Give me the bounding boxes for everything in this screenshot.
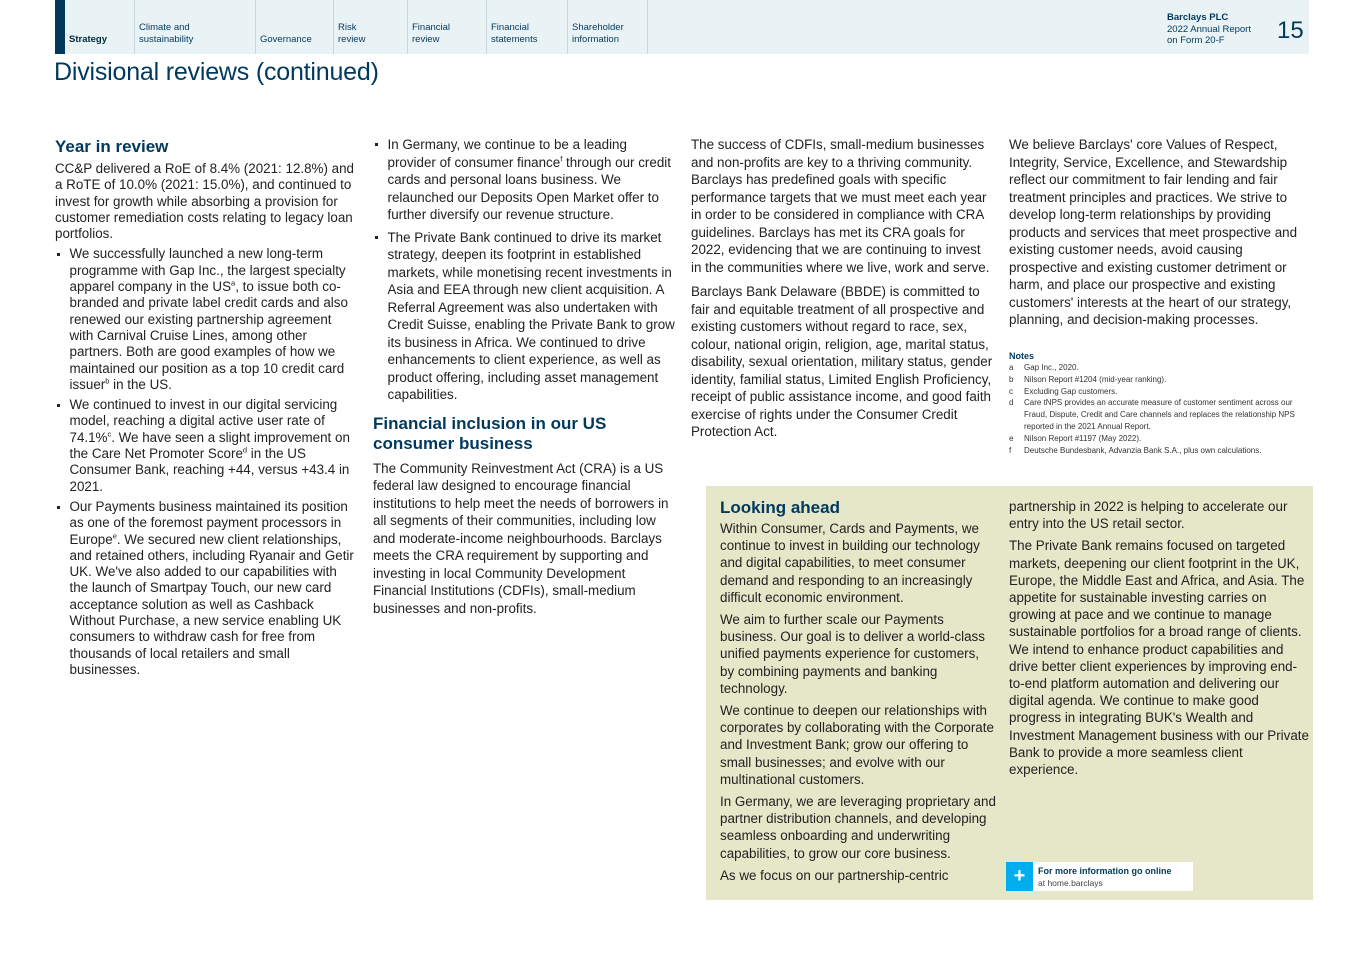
nav-active-marker [55,0,65,54]
tab-risk-review[interactable] [334,0,408,54]
looking-ahead-right [1009,498,1309,783]
third-column [691,136,993,446]
page-title: Divisional reviews (continued) [54,58,379,86]
footnote: f Deutsche Bundesbank, Advanzia Bank S.A., plus own calculations. [1009,445,1262,455]
footnote: e Nilson Report #1197 (May 2022). [1009,433,1142,443]
tab-label: Financial statements [491,22,538,45]
brand-report-line: 2022 Annual Report [1167,23,1251,35]
year-in-review-bullets [55,246,357,678]
tab-label: Financial review [412,22,451,45]
looking-ahead-left [720,498,996,889]
tab-label: Shareholder information [572,22,624,45]
cra-paragraph: The Community Reinvestment Act (CRA) is a US federal law designed to encourage financial institutions to help meet the needs of borrowers in all segments of their communities, including low and moderate-income neighbourhoods. Barclays meets the CRA requirement by supporting and investing in local Community Development Financial Institutions (CDFIs), small-medium businesses and non-profits. [373,460,669,616]
paragraph: partnership in 2022 is helping to accelerate our entry into the US retail sector. [1009,499,1288,532]
tab-financial-review[interactable] [408,0,487,54]
plus-icon: + [1006,862,1033,891]
tab-governance[interactable] [256,0,334,54]
paragraph: The Private Bank remains focused on targeted markets, deepening our client footprint in the UK, Europe, the Middle East and Africa, and Asia. The appetite for sustainable investing carries on growing at pace and we continue to manage sustainable portfolios for a broad range of clients. We intend to enhance product capabilities and drive better client experiences by improving end-to-end platform automation and delivering our digital agenda. We continue to make good progress in integrating BUK's Wealth and Investment Management business with our Private Bank to provide a more seamless client experience. [1009,538,1309,778]
more-information-link[interactable] [1006,862,1193,891]
cdfi-paragraph: The success of CDFIs, small-medium businesses and non-profits are key to a thriving community. Barclays has predefined goals with specific performance targets that we must meet each year in order to be considered in compliance with CRA guidelines. Barclays has met its CRA goals for 2022, evidencing that we are continuing to invest in the communities where we live, work and serve. [691,137,990,275]
year-in-review-intro: CC&P delivered a RoE of 8.4% (2021: 12.8%) and a RoTE of 10.0% (2021: 15.0%), and continued to invest for growth while absorbing a provision for customer remediation costs relating to legacy loan portfolios. [55,161,354,242]
paragraph: We continue to deepen our relationships with corporates by collaborating with the Corporate and Investment Bank; grow our offering to small businesses; and evolve with our multinational customers. [720,703,994,787]
tab-shareholder-information[interactable] [568,0,648,54]
list-item: We successfully launched a new long-term programme with Gap Inc., the largest specialty apparel company in the $US^a$, to issue both co-branded and private label credit cards and also renewed our existing partnership agreement with Carnival Cruise Lines, among other partners. Both are good examples of how we maintained our position as a top 10 credit card issuer$^b$ in the US. [55,246,357,393]
list-item: The Private Bank continued to drive its market strategy, deepen its footprint in established markets, while monetising recent investments in Asia and EEA through new client acquisition. A Referral Agreement was also undertaken with Credit Suisse, enabling the Private Bank to grow its business in Africa. We continued to drive enhancements to client experience, as well as product offering, including asset management capabilities. [373,229,675,404]
second-column [373,136,675,617]
tab-label: Risk review [338,22,366,45]
year-in-review-heading: Year in review [55,137,169,156]
footnote: a Gap Inc., 2020. [1009,363,1079,372]
footnote: b Nilson Report #1204 (mid-year ranking). [1009,374,1167,384]
more-info-url: at home.barclays [1038,878,1103,888]
looking-ahead-heading: Looking ahead [720,498,840,517]
tab-label: Strategy [69,34,108,45]
tab-label: Climate and sustainability [139,22,194,45]
list-item: Our Payments business maintained its position as one of the foremost payment processors in Europe$^e$. We secured new client relationships, and retained others, including Ryanair and Getir UK. We've also added to our capabilities with the launch of Smartpay Touch, our new card acceptance solution as well as Cashback Without Purchase, a new service enabling UK consumers to withdraw cash for free from thousands of local retailers and small businesses. [55,499,357,678]
footnotes [1009,351,1309,456]
paragraph: As we focus on our partnership-centric [720,867,949,883]
notes-title: Notes [1009,351,1035,361]
report-brand [1167,12,1251,47]
paragraph: In Germany, we are leveraging proprietary and partner distribution channels, and developing seamless onboarding and underwriting capabilities, to grow our core business. [720,794,996,861]
list-item: We continued to invest in our digital servicing model, reaching a digital active user rate of 74.1%$^c$. We have seen a slight improvement on the Care Net Promoter Score$^d$ in the US Consumer Bank, reaching +44, versus +43.4 in 2021. [55,397,357,495]
tab-financial-statements[interactable] [487,0,568,54]
looking-ahead-panel [706,486,1313,900]
fourth-column [1009,136,1309,329]
business-bullets [373,136,675,404]
tab-strategy[interactable] [65,0,135,54]
values-paragraph: We believe Barclays' core Values of Respect, Integrity, Service, Excellence, and Stewardship reflect our commitment to fair lending and fair treatment principles and practices. We strive to develop long-term relationships by providing products and services that meet prospective and existing customer needs, avoid causing prospective and existing customer detriment or harm, and place our prospective and existing customers' interests at the heart of our strategy, planning, and decision-making processes. [1009,137,1298,327]
brand-name: Barclays PLC [1167,12,1229,23]
bbde-paragraph: Barclays Bank Delaware (BBDE) is committed to fair and equitable treatment of all prospective and existing customers without regard to race, sex, colour, national origin, religion, age, marital status, disability, sexual orientation, military status, gender identity, familial status, Limited English Proficiency, receipt of public assistance income, and good faith exercise of rights under the Consumer Credit Protection Act. [691,284,993,439]
paragraph: We aim to further scale our Payments business. Our goal is to deliver a world-class unified payments experience for customers, by combining payments and banking technology. [720,612,985,696]
year-in-review-column [55,136,357,678]
more-info-title: For more information go online [1038,866,1172,876]
page-number: 15 [1277,17,1304,44]
financial-inclusion-heading: Financial inclusion in our US consumer business [373,413,607,453]
brand-form-line: on Form 20-F [1167,35,1225,46]
tab-climate-and-sustainability[interactable] [135,0,256,54]
list-item: In Germany, we continue to be a leading provider of consumer finance$^f$ through our credit cards and personal loans business. We relaunched our Deposits Open Market offer to further diversify our revenue structure. [373,136,675,224]
paragraph: Within Consumer, Cards and Payments, we continue to invest in building our technology and digital capabilities, to meet consumer demand and responding to an increasingly difficult economic environment. [720,521,980,605]
footnote: c Excluding Gap customers. [1009,386,1118,396]
footnote: d Care tNPS provides an accurate measure of customer sentiment across our Fraud, Dispute, Credit and Care channels and replaces the relationship NPS reported in the 2021 Annual Report. [1009,398,1295,431]
top-navigation [55,0,1309,54]
tab-label: Governance [260,34,312,45]
